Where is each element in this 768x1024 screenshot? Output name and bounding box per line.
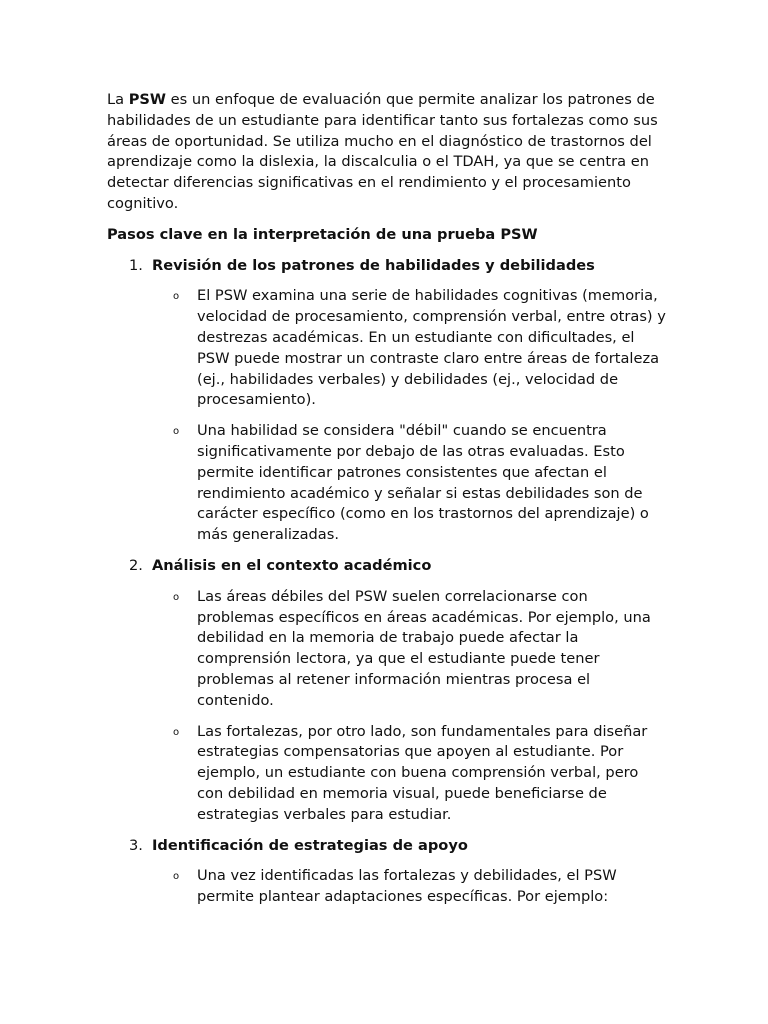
bullet-text: Una vez identificadas las fortalezas y debilidades, el PSW permite plantear adaptaciones específicas. Por ejemplo: — [197, 867, 617, 906]
bullet-circle-icon: o — [173, 591, 180, 603]
step-heading — [107, 836, 667, 857]
bullet-circle-icon: o — [173, 871, 180, 883]
step-title: Identificación de estrategias de apoyo — [152, 836, 468, 854]
bullet-list — [107, 866, 667, 908]
step-title: Análisis en el contexto académico — [152, 556, 432, 574]
bullet-text: Las fortalezas, por otro lado, son fundamentales para diseñar estrategias compensatorias que apoyen al estudiante. Por ejemplo, un estudiante con buena comprensión verbal, pero con debilidad en memoria visual, puede beneficiarse de estrategias verbales para estudiar. — [197, 722, 648, 823]
list-item — [107, 286, 667, 411]
bullet-text: El PSW examina una serie de habilidades cognitivas (memoria, velocidad de procesamiento, comprensión verbal, entre otras) y destrezas académicas. En un estudiante con dificultades, el PSW puede mostrar un contraste claro entre áreas de fortaleza (ej., habilidades verbales) y debilidades (ej., velocidad de procesamiento). — [197, 287, 666, 409]
step-item — [107, 256, 667, 546]
step-number: 1. — [129, 256, 143, 274]
step-item — [107, 836, 667, 908]
bullet-list — [107, 587, 667, 826]
step-item — [107, 556, 667, 826]
bullet-circle-icon: o — [173, 426, 180, 438]
bullet-text: Una habilidad se considera "débil" cuando se encuentra significativamente por debajo de las otras evaluadas. Esto permite identificar patrones consistentes que afectan el rendimiento académico y señalar si estas debilidades son de carácter específico (como en los trastornos del aprendizaje) o más generalizadas. — [197, 422, 649, 544]
intro-paragraph — [107, 90, 667, 215]
step-number: 3. — [129, 836, 143, 854]
bullet-text: Las áreas débiles del PSW suelen correlacionarse con problemas específicos en áreas académicas. Por ejemplo, una debilidad en la memoria de trabajo puede afectar la comprensión lectora, ya que el estudiante puede tener problemas al retener información mientras procesa el contenido. — [197, 587, 651, 709]
intro-term: PSW — [128, 91, 167, 108]
list-item — [107, 866, 667, 908]
list-item — [107, 722, 667, 826]
bullet-list — [107, 286, 667, 546]
intro-pre: La — [107, 91, 129, 108]
bullet-circle-icon: o — [173, 726, 180, 738]
list-item — [107, 587, 667, 712]
step-heading — [107, 256, 667, 277]
bullet-circle-icon: o — [173, 291, 180, 303]
step-title: Revisión de los patrones de habilidades y debilidades — [152, 256, 595, 274]
step-number: 2. — [129, 556, 143, 574]
list-item — [107, 421, 667, 546]
intro-post: es un enfoque de evaluación que permite analizar los patrones de habilidades de un estudiante para identificar tanto sus fortalezas como sus áreas de oportunidad. Se utiliza mucho en el diagnóstico de trastornos del aprendizaje como la dislexia, la discalculia o el TDAH, ya que se centra en detectar diferencias significativas en el rendimiento y el procesamiento cognitivo. — [107, 91, 658, 212]
step-heading — [107, 556, 667, 577]
steps-list — [107, 256, 667, 908]
section-heading: Pasos clave en la interpretación de una prueba PSW — [107, 225, 538, 243]
document-page — [107, 90, 667, 908]
